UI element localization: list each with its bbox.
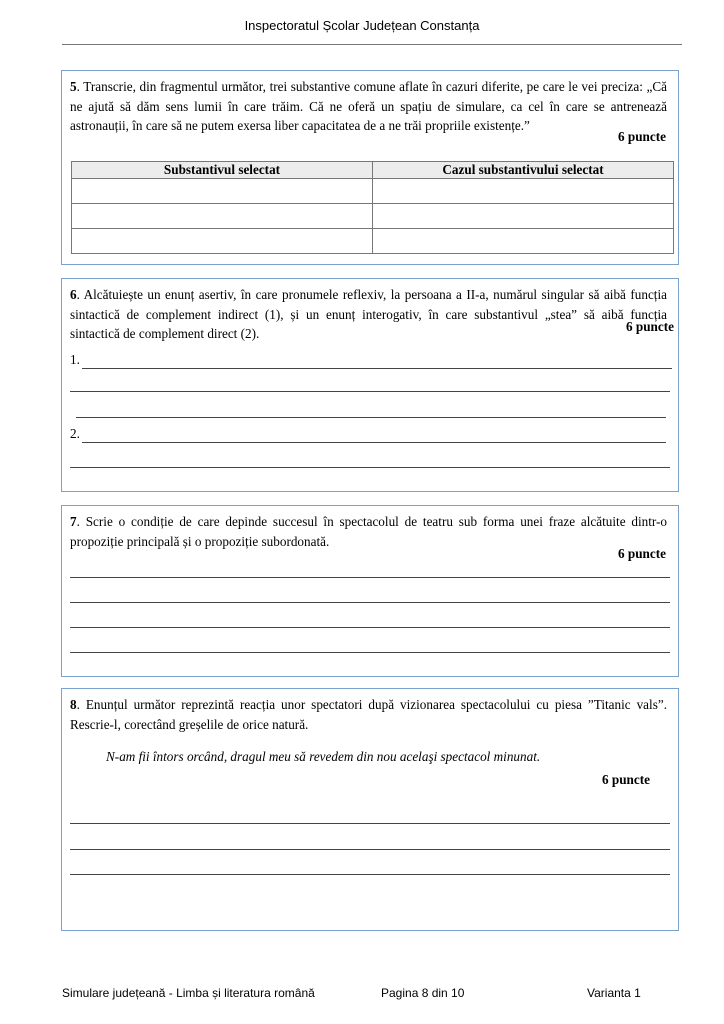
answer-line-1a[interactable]	[82, 368, 672, 369]
answer-cell-noun-1[interactable]	[72, 179, 373, 204]
answer-line-2[interactable]	[70, 602, 670, 603]
answer-cell-case-3[interactable]	[373, 229, 674, 254]
footer-exam-title: Simulare județeană - Limba și literatura română	[62, 986, 315, 1000]
question-8-text	[70, 695, 667, 734]
answer-line-3[interactable]	[70, 874, 670, 875]
answer-cell-case-1[interactable]	[373, 179, 674, 204]
answer-line-4[interactable]	[70, 652, 670, 653]
answer-line-3[interactable]	[70, 627, 670, 628]
question-5-number: 5	[70, 79, 77, 94]
header-divider	[62, 44, 682, 45]
question-8-box	[61, 688, 679, 931]
question-8-body: . Enunțul următor reprezintă reacția unor spectatori după vizionarea spectacolului cu piesa ”Titanic vals”. Rescrie-l, corectând greșelile de orice natură.	[70, 697, 667, 732]
answer-line-1[interactable]	[70, 823, 670, 824]
answer-label-2: 2.	[70, 426, 80, 441]
question-5-points: 6 puncte	[618, 129, 666, 144]
question-5-text	[70, 77, 667, 136]
answer-line-2[interactable]	[70, 849, 670, 850]
answer-table	[71, 161, 674, 254]
table-header-case: Cazul substantivului selectat	[373, 162, 674, 179]
question-7-number: 7	[70, 514, 77, 529]
question-6-text	[70, 285, 667, 344]
answer-line-2b[interactable]	[70, 467, 670, 468]
question-6-body: . Alcătuiește un enunț asertiv, în care pronumele reflexiv, la persoana a II-a, numărul singular să aibă funcția sintactică de complement indirect (1), și un enunț interogativ, în care substantivul „stea” să aibă funcția sintactică de complement direct (2).	[70, 287, 667, 341]
footer-page-number: Pagina 8 din 10	[381, 986, 465, 1000]
question-6-box	[61, 278, 679, 492]
question-7-body: . Scrie o condiție de care depinde succesul în spectacolul de teatru sub forma unei fraze alcătuite dintr-o propoziție principală și o propoziție subordonată.	[70, 514, 667, 549]
question-5-box	[61, 70, 679, 265]
answer-line-1c[interactable]	[76, 417, 666, 418]
table-row	[72, 179, 674, 204]
answer-cell-noun-3[interactable]	[72, 229, 373, 254]
answer-label-1: 1.	[70, 352, 80, 367]
page-header: Inspectoratul Școlar Județean Constanța	[244, 18, 480, 33]
table-row	[72, 229, 674, 254]
answer-line-1[interactable]	[70, 577, 670, 578]
question-5-body: . Transcrie, din fragmentul următor, trei substantive comune aflate în cazuri diferite, pe care le vei preciza: „Că ne ajută să dăm sens lumii în care trăim. Că ne oferă un spațiu de simulare, ca cel în care se antrenează astronauții, în care să ne putem exersa liber capacitatea de a ne trăi propriile existențe.”	[70, 79, 667, 133]
question-8-number: 8	[70, 697, 77, 712]
answer-line-1b[interactable]	[70, 391, 670, 392]
question-7-text	[70, 512, 667, 551]
question-7-box	[61, 505, 679, 677]
question-8-example: N-am fii întors orcând, dragul meu să revedem din nou acelaşi spectacol minunat.	[106, 749, 541, 764]
table-header-noun: Substantivul selectat	[72, 162, 373, 179]
question-6-number: 6	[70, 287, 77, 302]
question-7-points: 6 puncte	[618, 546, 666, 561]
answer-cell-case-2[interactable]	[373, 204, 674, 229]
footer-variant: Varianta 1	[587, 986, 641, 1000]
table-row	[72, 204, 674, 229]
question-6-points: 6 puncte	[626, 319, 674, 334]
answer-cell-noun-2[interactable]	[72, 204, 373, 229]
answer-line-2a[interactable]	[82, 442, 666, 443]
question-8-points: 6 puncte	[602, 772, 650, 787]
